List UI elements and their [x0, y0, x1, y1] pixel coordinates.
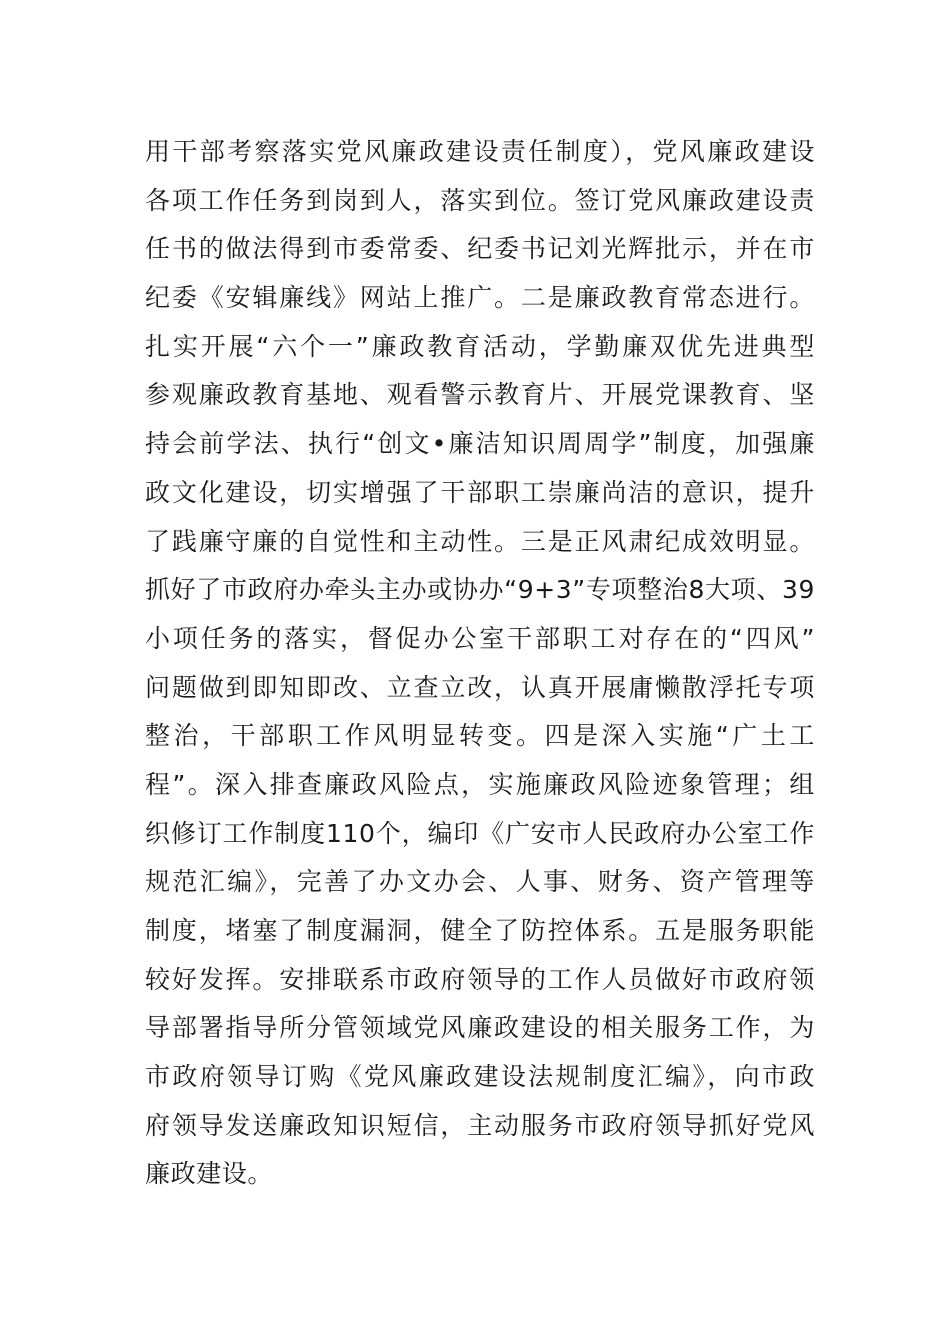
text-line: 任书的做法得到市委常委、纪委书记刘光辉批示，并在市 [145, 234, 815, 264]
text-line: 市政府领导订购《党风廉政建设法规制度汇编》，向市政 [145, 1062, 815, 1092]
text-line: 抓好了市政府办牵头主办或协办“9+3”专项整治8大项、39 [145, 575, 815, 605]
text-line: 扎实开展“六个一”廉政教育活动，学勤廉双优先进典型 [145, 331, 815, 361]
text-line: 问题做到即知即改、立查立改，认真开展庸懒散浮托专项 [145, 672, 815, 702]
text-line: 廉政建设。 [145, 1159, 274, 1189]
text-line: 程”。深入排查廉政风险点，实施廉政风险迹象管理；组 [145, 769, 815, 799]
text-line: 整治，干部职工作风明显转变。四是深入实施“广土工 [145, 721, 815, 751]
text-line: 用干部考察落实党风廉政建设责任制度），党风廉政建设 [145, 137, 815, 166]
text-line: 了践廉守廉的自觉性和主动性。三是正风肃纪成效明显。 [145, 526, 815, 556]
text-line: 小项任务的落实，督促办公室干部职工对存在的“四风” [145, 623, 815, 653]
text-line: 府领导发送廉政知识短信，主动服务市政府领导抓好党风 [145, 1110, 815, 1140]
body-paragraph [145, 128, 815, 1199]
text-line: 政文化建设，切实增强了干部职工崇廉尚洁的意识，提升 [145, 477, 815, 507]
text-line: 规范汇编》，完善了办文办会、人事、财务、资产管理等 [145, 867, 815, 897]
text-line: 持会前学法、执行“创文•廉洁知识周周学”制度，加强廉 [145, 429, 815, 459]
text-line: 纪委《安辑廉线》网站上推广。二是廉政教育常态进行。 [145, 283, 815, 313]
text-line: 参观廉政教育基地、观看警示教育片、开展党课教育、坚 [145, 380, 815, 410]
text-line: 各项工作任务到岗到人，落实到位。签订党风廉政建设责 [145, 185, 815, 215]
text-line: 织修订工作制度110个，编印《广安市人民政府办公室工作 [145, 818, 815, 848]
text-line: 制度，堵塞了制度漏洞，健全了防控体系。五是服务职能 [145, 916, 815, 945]
text-line: 导部署指导所分管领域党风廉政建设的相关服务工作，为 [145, 1013, 815, 1043]
text-line: 较好发挥。安排联系市政府领导的工作人员做好市政府领 [145, 964, 815, 994]
